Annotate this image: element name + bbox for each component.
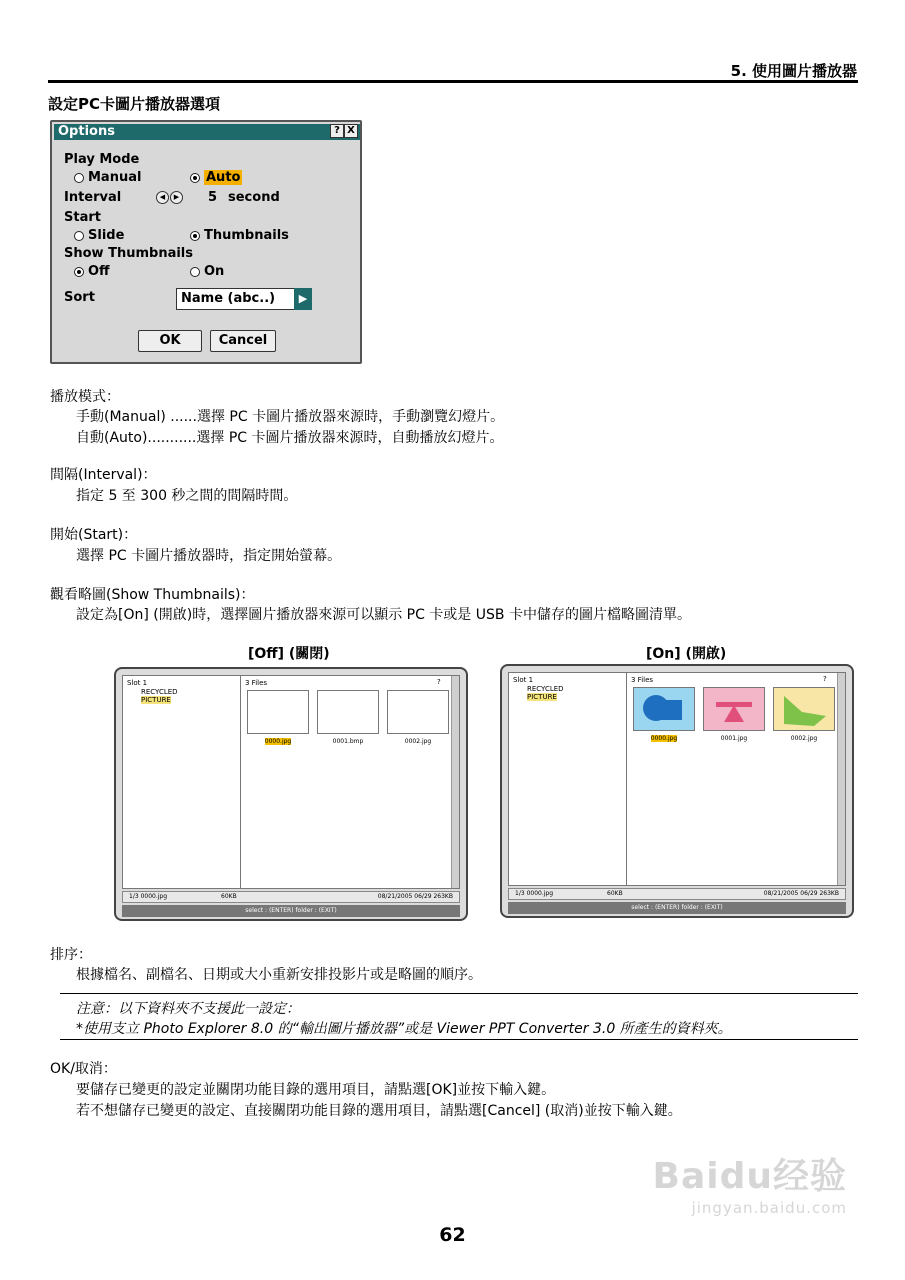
radio-selected-icon [190, 173, 200, 183]
cancel-button[interactable]: Cancel [210, 330, 276, 352]
help-icon[interactable]: ? [437, 678, 441, 686]
file-icon-thumb[interactable] [317, 690, 379, 734]
note-bottom-rule [60, 1039, 858, 1040]
radio-selected-icon [74, 267, 84, 277]
image-thumb[interactable] [773, 687, 835, 731]
green-shapes-icon [774, 688, 834, 730]
file-count: 3 Files [631, 676, 654, 684]
close-icon[interactable]: X [344, 124, 358, 138]
slide-radio[interactable] [74, 228, 124, 243]
thumb-name: 0001.jpg [720, 735, 748, 742]
help-icon[interactable]: ? [823, 675, 827, 683]
on-caption: [On] (開啟) [646, 646, 727, 662]
thumb-name: 0002.jpg [404, 738, 432, 745]
dialog-title-bar [54, 124, 360, 140]
status-bar [122, 891, 460, 903]
manual-label: Manual [88, 170, 142, 185]
image-thumb[interactable] [633, 687, 695, 731]
status-date: 08/21/2005 06/29 263KB [377, 893, 453, 900]
off-caption: [Off] (關閉) [248, 646, 330, 662]
slot-item[interactable]: Slot 1 [127, 679, 148, 687]
sort-value: Name (abc..) [181, 291, 276, 306]
ok-cancel-heading: OK/取消： [50, 1061, 117, 1077]
ok-description: 要儲存已變更的設定並關閉功能目錄的選用項目，請點選[OK]並按下輸入鍵。 [76, 1082, 556, 1098]
auto-description: 自動(Auto)...........選擇 PC 卡圖片播放器來源時，自動播放幻燈片。 [76, 430, 504, 446]
viewer-window [122, 675, 460, 889]
help-icon[interactable]: ? [330, 124, 344, 138]
off-radio[interactable] [74, 264, 110, 279]
thumbnails-label: Thumbnails [204, 228, 289, 243]
blue-shapes-icon [634, 688, 694, 730]
show-thumbnails-heading: 觀看略圖(Show Thumbnails)： [50, 587, 255, 603]
watermark-url: jingyan.baidu.com [691, 1199, 847, 1217]
watermark-brand: Baidu经验 [652, 1156, 847, 1197]
footer-hint: select : (ENTER) folder : (EXIT) [122, 905, 460, 917]
note-body: *使用支立 Photo Explorer 8.0 的“輸出圖片播放器”或是 Viewer PPT Converter 3.0 所產生的資料夾。 [76, 1021, 732, 1037]
thumb-name: 0002.jpg [790, 735, 818, 742]
thumb-name: 0000.jpg [264, 738, 292, 745]
thumb-name: 0001.bmp [332, 738, 364, 745]
interval-description: 指定 5 至 300 秒之間的間隔時間。 [76, 488, 298, 504]
sort-select[interactable] [176, 288, 312, 310]
file-pane [627, 673, 837, 885]
folder-tree [509, 673, 627, 885]
folder-tree [123, 676, 241, 888]
thumb-name: 0000.jpg [650, 735, 678, 742]
status-bar [508, 888, 846, 900]
folder-recycled[interactable]: RECYCLED [141, 688, 178, 696]
interval-unit: second [228, 190, 280, 205]
folder-picture[interactable]: PICTURE [141, 696, 171, 704]
page-number: 62 [439, 1224, 466, 1246]
radio-icon [190, 267, 200, 277]
file-icon-thumb[interactable] [247, 690, 309, 734]
auto-radio[interactable] [190, 170, 242, 185]
folder-picture[interactable]: PICTURE [527, 693, 557, 701]
show-thumbnails-description: 設定為[On] (開啟)時，選擇圖片播放器來源可以顯示 PC 卡或是 USB 卡中儲存的圖片檔略圖清單。 [76, 607, 691, 623]
interval-value: 5 [208, 190, 218, 205]
arrow-right-icon[interactable]: ▶ [170, 191, 183, 204]
radio-selected-icon [190, 231, 200, 241]
start-label: Start [64, 210, 101, 225]
screenshot-off [114, 667, 468, 921]
thumbnails-radio[interactable] [190, 228, 289, 243]
interval-label: Interval [64, 190, 122, 205]
play-arrow-icon[interactable]: ▶ [294, 288, 312, 310]
cancel-description: 若不想儲存已變更的設定、直接關閉功能目錄的選用項目，請點選[Cancel] (取消)並按下輸入鍵。 [76, 1103, 682, 1119]
off-label: Off [88, 264, 110, 279]
note-title: 注意：以下資料夾不支援此一設定： [76, 1001, 300, 1017]
interval-stepper[interactable] [156, 191, 183, 204]
ok-button[interactable]: OK [138, 330, 202, 352]
radio-icon [74, 173, 84, 183]
image-thumb[interactable] [703, 687, 765, 731]
manual-radio[interactable] [74, 170, 141, 185]
sort-label: Sort [64, 290, 95, 305]
file-icon-thumb[interactable] [387, 690, 449, 734]
start-heading: 開始(Start)： [50, 527, 138, 543]
watermark [653, 1148, 847, 1217]
scrollbar[interactable] [451, 676, 459, 888]
status-size: 60KB [607, 890, 623, 897]
chapter-title: 5. 使用圖片播放器 [730, 62, 857, 80]
options-dialog [50, 120, 362, 364]
interval-heading: 間隔(Interval)： [50, 467, 157, 483]
scrollbar[interactable] [837, 673, 845, 885]
screenshot-on [500, 664, 854, 918]
viewer-window [508, 672, 846, 886]
sort-description: 根據檔名、副檔名、日期或大小重新安排投影片或是略圖的順序。 [76, 967, 482, 983]
on-radio[interactable] [190, 264, 224, 279]
slot-item[interactable]: Slot 1 [513, 676, 534, 684]
folder-recycled[interactable]: RECYCLED [527, 685, 564, 693]
auto-label: Auto [206, 170, 241, 185]
note-top-rule [60, 993, 858, 994]
dialog-title: Options [58, 124, 115, 139]
on-label: On [204, 264, 225, 279]
status-size: 60KB [221, 893, 237, 900]
footer-hint: select : (ENTER) folder : (EXIT) [508, 902, 846, 914]
manual-description: 手動(Manual) ......選擇 PC 卡圖片播放器來源時，手動瀏覽幻燈片。 [76, 409, 505, 425]
radio-icon [74, 231, 84, 241]
sort-heading: 排序： [50, 947, 92, 963]
section-title: 設定PC卡圖片播放器選項 [48, 95, 221, 113]
status-date: 08/21/2005 06/29 263KB [763, 890, 839, 897]
start-description: 選擇 PC 卡圖片播放器時，指定開始螢幕。 [76, 548, 342, 564]
header-rule [48, 80, 858, 83]
show-thumbnails-label: Show Thumbnails [64, 246, 193, 261]
slide-label: Slide [88, 228, 125, 243]
status-index: 1/3 0000.jpg [515, 890, 554, 897]
arrow-left-icon[interactable]: ◀ [156, 191, 169, 204]
play-mode-label: Play Mode [64, 152, 140, 167]
pink-shapes-icon [704, 688, 764, 730]
file-count: 3 Files [245, 679, 268, 687]
play-mode-heading: 播放模式： [50, 389, 120, 405]
file-pane [241, 676, 451, 888]
status-index: 1/3 0000.jpg [129, 893, 168, 900]
